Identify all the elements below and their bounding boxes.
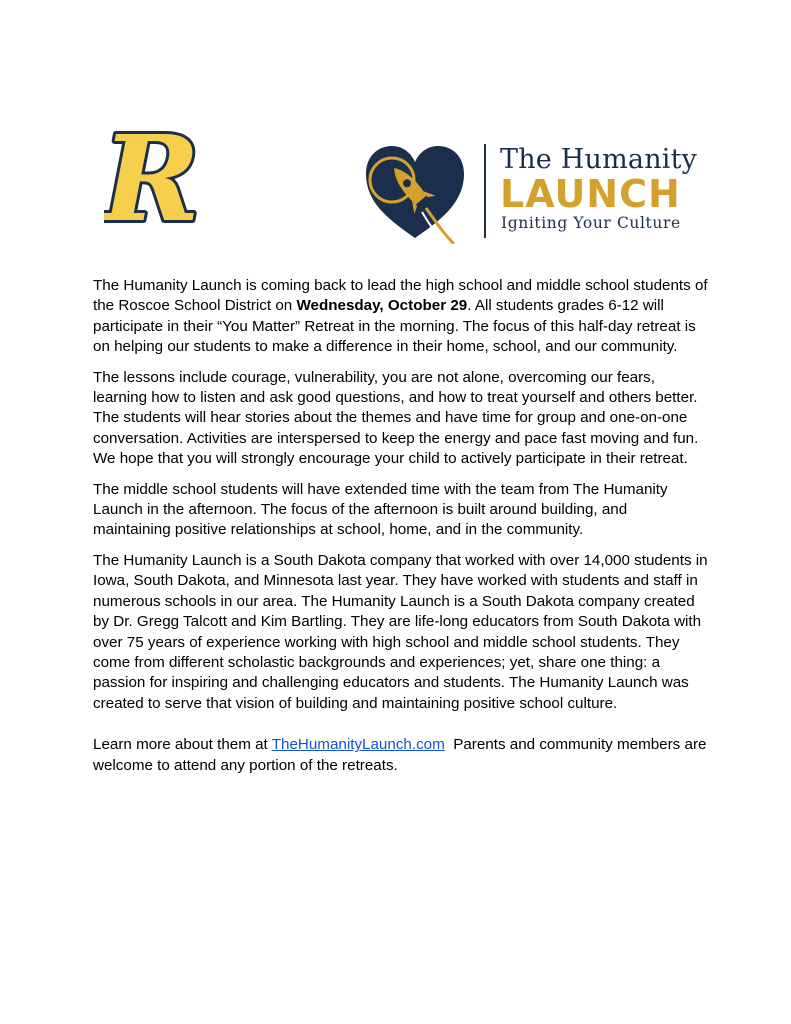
humanity-launch-logo (362, 140, 702, 250)
logo-divider (484, 144, 486, 238)
brand-name-line1: The Humanity (500, 144, 698, 175)
intro-text-end: . All students grades 6-12 will participate in their “You Matter” Retreat in the morning. The focus of this half-day retreat is on helping our students to make a difference in their home, school, and our community. (93, 297, 696, 356)
letter-body (93, 276, 709, 786)
paragraph-company: The Humanity Launch is a South Dakota company that worked with over 14,000 students in Iowa, South Dakota, and Minnesota last year. They have worked with students and staff in numerous schools in our area. The Humanity Launch is a South Dakota company created by Dr. Gregg Talcott and Kim Bartling. They are life-long educators from South Dakota with over 75 years of experience working with high school and middle school students. They come from different scholastic backgrounds and experiences; yet, share one thing: a passion for inspiring and challenging educators and students. The Humanity Launch was created to serve that vision of building and maintaining positive school culture. (93, 551, 708, 712)
heart-rocket-icon (362, 142, 468, 244)
paragraph-middle-school: The middle school students will have extended time with the team from The Humanity Launch in the afternoon. The focus of the afternoon is built around building, and maintaining positive relationships at school, home, and in the community. (93, 480, 668, 539)
website-link[interactable]: TheHumanityLaunch.com (271, 736, 445, 754)
paragraph-learn-more (93, 735, 709, 776)
svg-text:R: R (104, 120, 198, 238)
intro-text-start: The Humanity Launch is coming back to lead the high school and middle school students of the Roscoe School District on (93, 277, 708, 315)
brand-tagline: Igniting Your Culture (501, 214, 681, 232)
attend-text: Parents and community members are welcome to attend any portion of the retreats. (93, 736, 711, 774)
school-r-logo-icon (104, 120, 198, 238)
paragraph-lessons: The lessons include courage, vulnerability, you are not alone, overcoming our fears, learning how to listen and ask good questions, and how to treat yourself and others better. The students will hear stories about the themes and have time for group and one-on-one conversation. Activities are interspersed to keep the energy and pace fast moving and fun. We hope that you will strongly encourage your child to actively participate in their retreat. (93, 368, 699, 468)
brand-name-line2: LAUNCH (500, 172, 681, 216)
learn-more-text: Learn more about them at (93, 736, 272, 754)
event-date: Wednesday, October 29 (296, 297, 468, 315)
paragraph-intro (93, 276, 709, 358)
